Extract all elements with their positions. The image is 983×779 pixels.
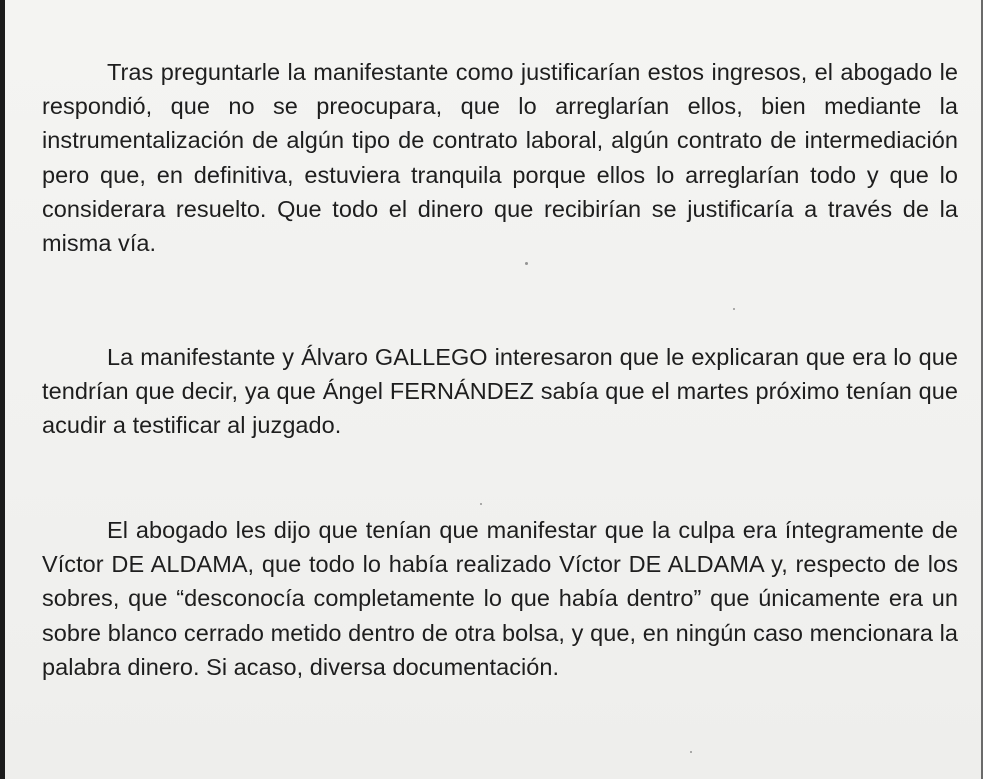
scan-speck (690, 751, 692, 753)
page-left-border (0, 0, 5, 779)
scan-speck (480, 503, 482, 505)
paragraph-lawyer-response: Tras preguntarle la manifestante como justificarían estos ingresos, el abogado le respondió, que no se preocupara, que lo arreglarían ellos, bien mediante la instrumentalización de algún tipo de contrato laboral, algún contrato de intermediación pero que, en definitiva, estuviera tranquila porque ellos lo arreglarían todo y que lo considerara resuelto. Que todo el dinero que recibirían se justificaría a través de la misma vía. (42, 59, 958, 257)
scan-speck (733, 308, 735, 310)
paragraph-explanation-request: La manifestante y Álvaro GALLEGO interesaron que le explicaran que era lo que tendrían que decir, ya que Ángel FERNÁNDEZ sabía que el martes próximo tenían que acudir a testificar al juzgado. (42, 344, 958, 439)
scan-speck (525, 262, 528, 265)
paragraph-instructions: El abogado les dijo que tenían que manifestar que la culpa era íntegramente de Víctor DE ALDAMA, que todo lo había realizado Víctor DE ALDAMA y, respecto de los sobres, que “desconocía completamente lo que había dentro” que únicamente era un sobre blanco cerrado metido dentro de otra bolsa, y que, en ningún caso mencionara la palabra dinero. Si acaso, diversa documentación. (42, 517, 958, 680)
